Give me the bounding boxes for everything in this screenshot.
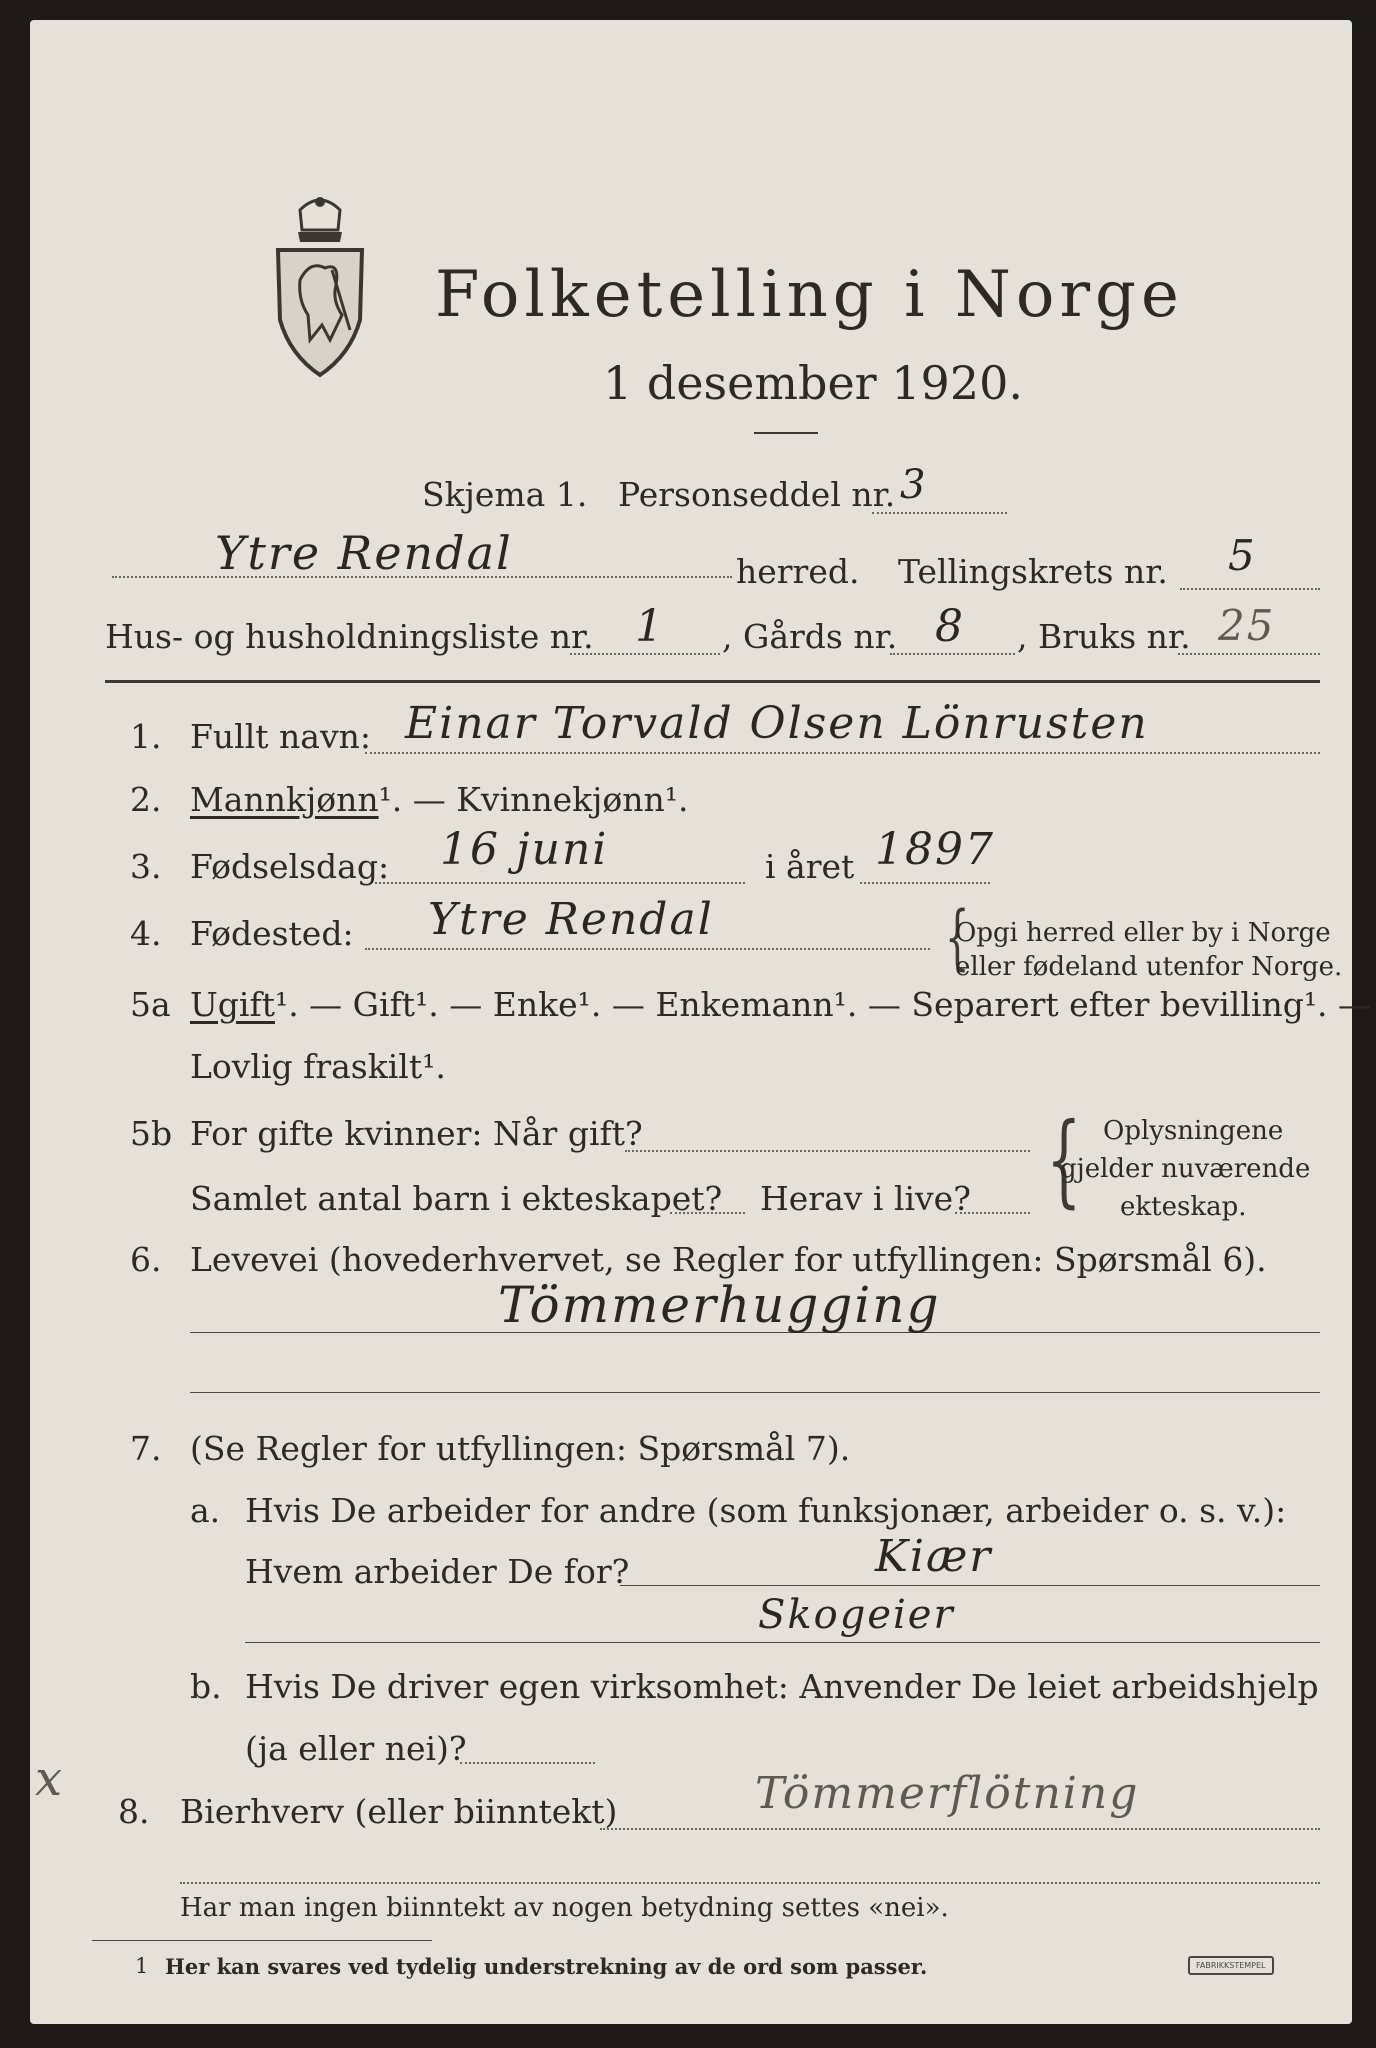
q6-label: Levevei (hovederhvervet, se Regler for utfyllingen: Spørsmål 6).: [190, 1240, 1267, 1279]
birthplace-value[interactable]: Ytre Rendal: [428, 894, 714, 945]
gards-value[interactable]: 8: [935, 601, 965, 652]
q8-line-1: [600, 1828, 1320, 1830]
bruks-label: , Bruks nr.: [1017, 617, 1191, 656]
secondary-occupation-value[interactable]: Tömmerflötning: [755, 1768, 1140, 1819]
q7a-question: Hvem arbeider De for?: [245, 1552, 630, 1591]
q7a-line-1: [620, 1585, 1320, 1586]
husholdningsliste-line: [570, 653, 720, 655]
q5b-married-line: [625, 1150, 1030, 1152]
q1-number: 1.: [130, 717, 162, 756]
bruks-value[interactable]: 25: [1218, 601, 1276, 650]
q3-year-label: i året: [765, 847, 855, 886]
q5a-divorced-option[interactable]: Lovlig fraskilt¹.: [190, 1047, 446, 1086]
printer-stamp: FABRIKKSTEMPEL: [1188, 1956, 1274, 1975]
q1-line: [365, 752, 1320, 754]
q8-label: Bierhverv (eller biinntekt): [180, 1792, 618, 1831]
biinntekt-note: Har man ingen biinntekt av nogen betydning settes «nei».: [180, 1893, 949, 1923]
q2-options: [190, 780, 689, 819]
q5b-note-line-2: gjelder nuværende: [1060, 1154, 1311, 1184]
personseddel-line: [872, 512, 1007, 514]
q4-line: [365, 948, 930, 950]
birth-year-value[interactable]: 1897: [875, 824, 995, 875]
q5b-brace: {: [1046, 1101, 1082, 1218]
birth-day-value[interactable]: 16 juni: [440, 824, 609, 875]
title-divider: [754, 432, 818, 434]
q4-brace: {: [945, 896, 970, 978]
q7b-question: (ja eller nei)?: [245, 1729, 467, 1768]
q2-number: 2.: [130, 780, 162, 819]
q8-number: 8.: [118, 1792, 150, 1831]
schema-label: Skjema 1.: [422, 475, 588, 514]
q7b-line: [460, 1762, 595, 1764]
q5b-number: 5b: [130, 1114, 173, 1153]
footnote-divider: [92, 1940, 432, 1941]
marital-other-options[interactable]: ¹. — Gift¹. — Enke¹. — Enkemann¹. — Separert efter bevilling¹. —: [274, 985, 1372, 1024]
full-name-value[interactable]: Einar Torvald Olsen Lönrusten: [405, 698, 1149, 749]
q7-number: 7.: [130, 1429, 162, 1468]
q4-number: 4.: [130, 914, 162, 953]
census-form-page: [30, 20, 1372, 2024]
footnote-text: Her kan svares ved tydelig understrekning av de ord som passer.: [165, 1954, 928, 1979]
q4-note-line-1: Opgi herred eller by i Norge: [955, 918, 1331, 948]
q7a-line-2: [245, 1642, 1320, 1643]
q7b-text: Hvis De driver egen virksomhet: Anvender De leiet arbeidshjelp: [245, 1667, 1319, 1706]
q5b-children-label: Samlet antal barn i ekteskapet?: [190, 1179, 723, 1218]
personseddel-value[interactable]: 3: [900, 462, 928, 508]
q5b-alive-line: [955, 1212, 1030, 1214]
q1-label: Fullt navn:: [190, 717, 371, 756]
q3-day-line: [375, 882, 745, 884]
personseddel-label: Personseddel nr.: [618, 475, 896, 514]
q8-margin-mark: x: [35, 1751, 65, 1807]
employer-value-continued[interactable]: Skogeier: [758, 1592, 955, 1638]
herred-value[interactable]: Ytre Rendal: [215, 526, 513, 580]
gender-separator: ¹. —: [378, 780, 457, 819]
tellingskrets-line: [1180, 588, 1320, 590]
bruks-line: [1178, 653, 1320, 655]
q5a-options: [190, 985, 1372, 1024]
form-title: Folketelling i Norge: [435, 258, 1184, 332]
q3-label: Fødselsdag:: [190, 847, 390, 886]
q7b-letter: b.: [190, 1667, 222, 1706]
gender-female-option[interactable]: Kvinnekjønn¹.: [456, 780, 689, 819]
q5b-note-line-1: Oplysningene: [1103, 1116, 1284, 1146]
q6-line-2: [190, 1392, 1320, 1393]
norwegian-coat-of-arms-icon: [270, 190, 370, 390]
gender-male-option[interactable]: Mannkjønn: [190, 780, 379, 819]
marital-unmarried-option[interactable]: Ugift: [190, 985, 275, 1024]
q6-number: 6.: [130, 1240, 162, 1279]
husholdningsliste-label: Hus- og husholdningsliste nr.: [105, 617, 594, 656]
q5b-children-line: [670, 1212, 745, 1214]
q5a-number: 5a: [130, 985, 171, 1024]
gards-line: [890, 653, 1015, 655]
q7a-text: Hvis De arbeider for andre (som funksjonær, arbeider o. s. v.):: [245, 1491, 1287, 1530]
husholdningsliste-value[interactable]: 1: [635, 601, 665, 652]
tellingskrets-label: Tellingskrets nr.: [898, 552, 1168, 591]
q4-label: Fødested:: [190, 914, 354, 953]
section-divider: [105, 680, 1320, 683]
q4-note-line-2: eller fødeland utenfor Norge.: [955, 952, 1343, 982]
herred-label: herred.: [736, 552, 860, 591]
q5b-label: For gifte kvinner: Når gift?: [190, 1114, 643, 1153]
q5b-alive-label: Herav i live?: [760, 1179, 971, 1218]
occupation-value[interactable]: Tömmerhugging: [498, 1276, 941, 1334]
q5b-note-line-3: ekteskap.: [1120, 1192, 1247, 1222]
employer-value[interactable]: Kiær: [875, 1531, 993, 1582]
form-date: 1 desember 1920.: [603, 356, 1023, 410]
q3-year-line: [860, 882, 990, 884]
footnote-mark: 1: [135, 1954, 149, 1978]
q3-number: 3.: [130, 847, 162, 886]
tellingskrets-value[interactable]: 5: [1228, 531, 1257, 580]
gards-label: , Gårds nr.: [722, 617, 898, 656]
q7a-letter: a.: [190, 1491, 221, 1530]
q8-line-2: [180, 1882, 1320, 1884]
q7-label: (Se Regler for utfyllingen: Spørsmål 7).: [190, 1429, 851, 1468]
